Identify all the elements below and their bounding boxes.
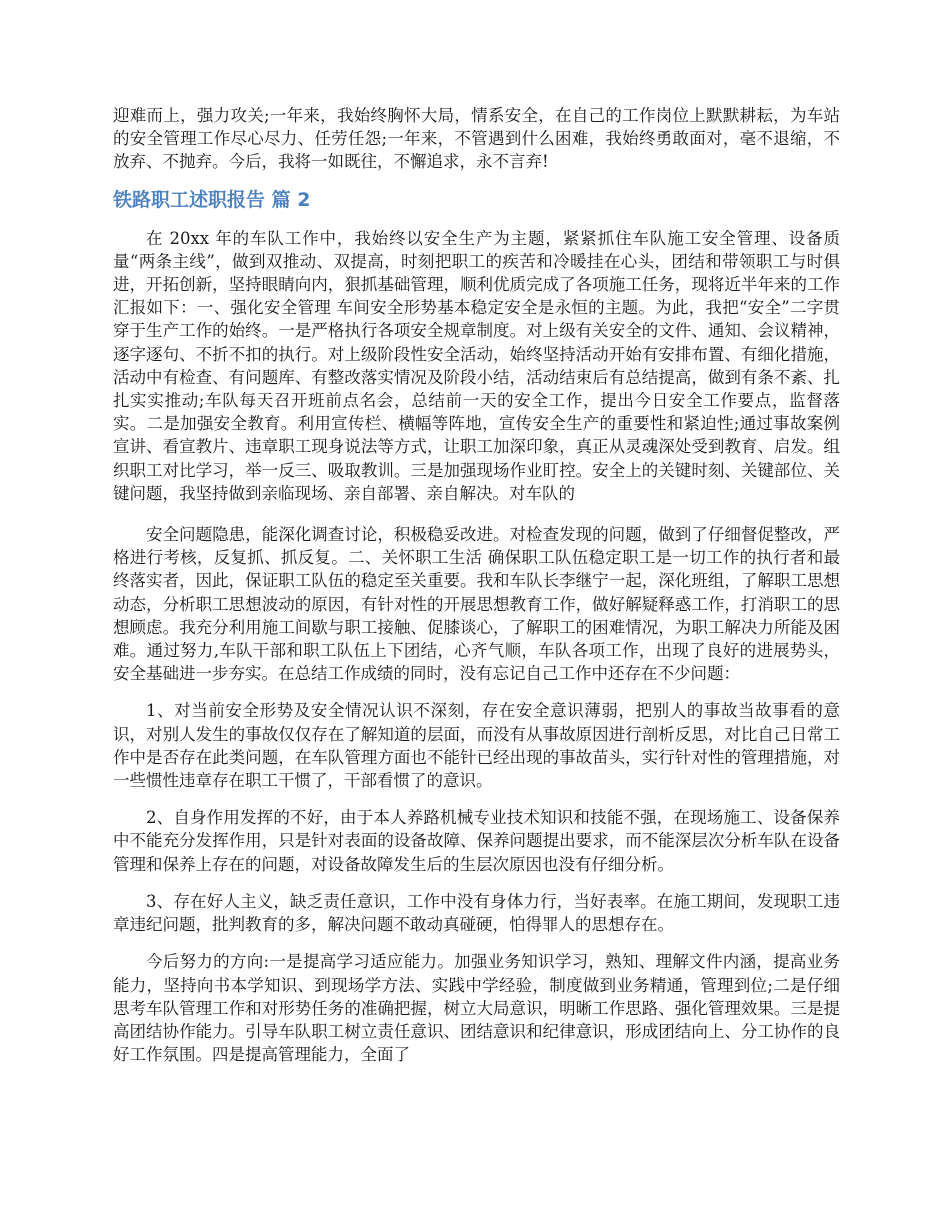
intro-paragraph: 迎难而上，强力攻关;一年来，我始终胸怀大局，情系安全，在自己的工作岗位上默默耕耘，为车站的安全管理工作尽心尽力、任劳任怨;一年来，不管遇到什么困难，我始终勇敢面对，毫不退缩，不放弃、不抛弃。今后，我将一如既往，不懈追求，永不言弃! [113,106,840,172]
paragraph-6: 今后努力的方向:一是提高学习适应能力。加强业务知识学习，熟知、理解文件内涵，提高业务能力，坚持向书本学知识、到现场学方法、实践中学经验，制度做到业务精通，管理到位;二是仔细思考车队管理工作和对形势任务的准确把握，树立大局意识，明晰工作思路、强化管理效果。三是提高团结协作能力。引导车队职工树立责任意识、团结意识和纪律意识，形成团结向上、分工协作的良好工作氛围。四是提高管理能力，全面了 [113,952,840,1065]
section-heading: 铁路职工述职报告 篇 2 [113,188,311,211]
paragraph-3: 1、对当前安全形势及安全情况认识不深刻，存在安全意识薄弱，把别人的事故当故事看的意识，对别人发生的事故仅仅存在了解知道的层面，而没有从事故原因进行剖析反思，对比自己日常工作中是否存在此类问题，在车队管理方面也不能针已经出现的事故苗头，实行针对性的管理措施，对一些惯性违章存在职工干惯了，干部看惯了的意识。 [113,701,840,791]
paragraph-4: 2、自身作用发挥的不好，由于本人养路机械专业技术知识和技能不强，在现场施工、设备保养中不能充分发挥作用，只是针对表面的设备故障、保养问题提出要求，而不能深层次分析车队在设备管理和保养上存在的问题，对设备故障发生后的生层次原因也没有仔细分析。 [113,808,840,874]
paragraph-2: 安全问题隐患，能深化调查讨论，积极稳妥改进。对检查发现的问题，做到了仔细督促整改，严格进行考核，反复抓、抓反复。二、关怀职工生活 确保职工队伍稳定职工是一切工作的执行者和最终落实者，因此，保证职工队伍的稳定至关重要。我和车队长李继宁一起，深化班组，了解职工思想动态，分析职工思想波动的原因，有针对性的开展思想教育工作，做好解疑释惑工作，打消职工的思想顾虑。我充分利用施工间歇与职工接触、促膝谈心，了解职工的困难情况，为职工解决力所能及困难。通过努力,车队干部和职工队伍上下团结，心齐气顺，车队各项工作，出现了良好的进展势头，安全基础进一步夯实。在总结工作成绩的同时，没有忘记自己工作中还存在不少问题： [113,525,840,684]
paragraph-1: 在 20xx 年的车队工作中，我始终以安全生产为主题，紧紧抓住车队施工安全管理、设备质量“两条主线”，做到双推动、双提高，时刻把职工的疾苦和冷暖挂在心头，团结和带领职工与时俱进，开拓创新，坚持眼睛向内，狠抓基础管理，顺利优质完成了各项施工任务，现将近半年来的工作汇报如下：一、强化安全管理 车间安全形势基本稳定安全是永恒的主题。为此，我把“安全”二字贯穿于生产工作的始终。一是严格执行各项安全规章制度。对上级有关安全的文件、通知、会议精神，逐字逐句、不折不扣的执行。对上级阶段性安全活动，始终坚持活动开始有安排布置、有细化措施，活动中有检查、有问题库、有整改落实情况及阶段小结，活动结束后有总结提高，做到有条不紊、扎扎实实推动;车队每天召开班前点名会，总结前一天的安全工作，提出今日安全工作要点，监督落实。二是加强安全教育。利用宣传栏、横幅等阵地，宣传安全生产的重要性和紧迫性;通过事故案例宣讲、看宣教片、违章职工现身说法等方式，让职工加深印象，真正从灵魂深处受到教育、启发。组织职工对比学习，举一反三、吸取教训。三是加强现场作业盯控。安全上的关键时刻、关键部位、关键问题，我坚持做到亲临现场、亲自部署、亲自解决。对车队的 [113,228,840,503]
document-body [113,104,840,1066]
paragraph-5: 3、存在好人主义，缺乏责任意识，工作中没有身体力行，当好表率。在施工期间，发现职工违章违纪问题，批判教育的多，解决问题不敢动真碰硬，怕得罪人的思想存在。 [113,891,840,935]
